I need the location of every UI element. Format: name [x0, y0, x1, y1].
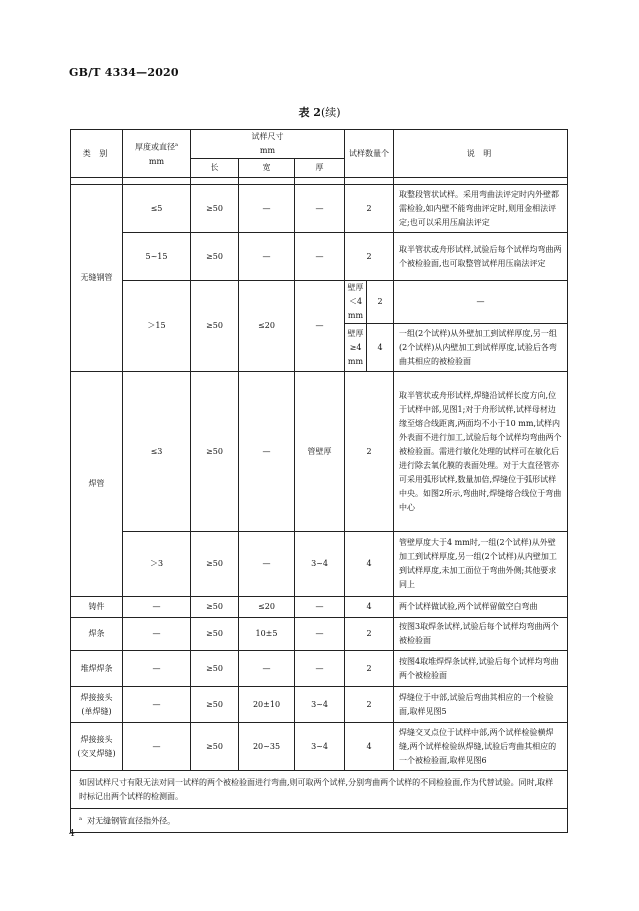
casting-thickness: — — [123, 597, 191, 618]
joint-single-label-line1: 焊接接头 — [80, 692, 113, 702]
header-size-label: 试样尺寸 — [251, 132, 284, 141]
overlay-count: 2 — [345, 651, 394, 687]
header-size — [191, 130, 345, 159]
seamless-r3-width: ≤20 — [239, 281, 295, 372]
table-caption — [0, 104, 639, 120]
casting-label: 铸件 — [71, 597, 123, 618]
joint-cross-width: 20~35 — [239, 723, 295, 771]
welded-label: 焊管 — [71, 372, 123, 597]
seamless-r2-length: ≥50 — [191, 233, 239, 281]
seamless-r2-thick: — — [295, 233, 345, 281]
seamless-r3-thickness: ＞15 — [123, 281, 191, 372]
welded-r1-thickness: ≤3 — [123, 372, 191, 532]
table-row — [71, 687, 568, 723]
joint-single-label — [71, 687, 123, 723]
welded-r1-count: 2 — [345, 372, 394, 532]
seamless-r2-width: — — [239, 233, 295, 281]
overlay-thick: — — [295, 651, 345, 687]
table-row — [71, 372, 568, 532]
electrode-count: 2 — [345, 618, 394, 651]
overlay-width: — — [239, 651, 295, 687]
welded-r2-count: 4 — [345, 532, 394, 597]
table-row — [71, 597, 568, 618]
overlay-note: 按图4取堆焊焊条试样,试验后每个试样均弯曲两个被检验面 — [394, 651, 568, 687]
spacer-cell — [394, 178, 568, 185]
header-thickness-unit: mm — [148, 156, 165, 166]
table-row — [71, 771, 568, 809]
joint-cross-thick: 3~4 — [295, 723, 345, 771]
header-thickness-footnote-mark: a — [175, 142, 178, 149]
spacer-row — [71, 178, 568, 185]
standard-number: GB/T 4334—2020 — [69, 66, 179, 79]
welded-r1-width: — — [239, 372, 295, 532]
seamless-r1-width: — — [239, 185, 295, 233]
overlay-label: 堆焊焊条 — [71, 651, 123, 687]
seamless-r3-sub1-count: 2 — [367, 281, 394, 324]
header-thickness-label: 厚度或直径 — [135, 142, 175, 152]
welded-r1-thick: 管壁厚 — [295, 372, 345, 532]
table-row — [71, 233, 568, 281]
seamless-r3-sub1-note: — — [394, 281, 568, 324]
table-caption-title: 表 2 — [298, 106, 321, 119]
seamless-r3-sub1-label: 壁厚＜4 mm — [345, 281, 367, 324]
seamless-r2-thickness: 5~15 — [123, 233, 191, 281]
footnote — [71, 809, 568, 833]
spacer-cell — [71, 178, 123, 185]
footnote-mark: a — [79, 816, 82, 822]
spacer-cell — [295, 178, 345, 185]
spacer-cell — [239, 178, 295, 185]
table-row — [71, 809, 568, 833]
electrode-label: 焊条 — [71, 618, 123, 651]
casting-length: ≥50 — [191, 597, 239, 618]
casting-note: 两个试样做试验,两个试样留做空白弯曲 — [394, 597, 568, 618]
seamless-r1-note: 取整段管状试样。采用弯曲法评定时内外壁都需检验,如内壁不能弯曲评定时,则用金相法评定;也可以采用压扁法评定 — [394, 185, 568, 233]
seamless-r3-sub2-count: 4 — [367, 324, 394, 372]
table-row — [71, 185, 568, 233]
electrode-thickness: — — [123, 618, 191, 651]
welded-r2-width: — — [239, 532, 295, 597]
seamless-r1-thickness: ≤5 — [123, 185, 191, 233]
electrode-width: 10±5 — [239, 618, 295, 651]
header-category: 类 别 — [71, 130, 123, 178]
welded-r1-note: 取半管状或舟形试样,焊缝沿试样长度方向,位于试样中部,见图1;对于舟形试样,试样母材边缘至熔合线距离,两面均不小于10 mm,试样内外表面不进行加工,试验后每个试样均弯曲两个被检验面。需进行敏化处理的试样可在敏化后进行除去氧化膜的表面处理。对于大直径管亦可采用弧形试样,数量加倍,焊缝位于弧形试样中央。如图2所示,弯曲时,焊缝熔合线位于弯曲中心 — [394, 372, 568, 532]
casting-width: ≤20 — [239, 597, 295, 618]
table-row — [71, 651, 568, 687]
bottom-note: 如因试样尺寸有限无法对同一试样的两个被检验面进行弯曲,则可取两个试样,分别弯曲两个试样的不同检验面,作为代替试验。同时,取样时标记出两个试样的检测面。 — [71, 771, 568, 809]
specimen-table — [70, 129, 568, 833]
header-width: 宽 — [239, 159, 295, 178]
header-thick: 厚 — [295, 159, 345, 178]
table-row — [71, 618, 568, 651]
spacer-cell — [191, 178, 239, 185]
header-thickness — [123, 130, 191, 178]
seamless-r1-length: ≥50 — [191, 185, 239, 233]
header-size-unit: mm — [259, 146, 276, 155]
joint-single-width: 20±10 — [239, 687, 295, 723]
joint-single-count: 2 — [345, 687, 394, 723]
table-row — [71, 532, 568, 597]
seamless-r3-length: ≥50 — [191, 281, 239, 372]
seamless-r2-count: 2 — [345, 233, 394, 281]
overlay-length: ≥50 — [191, 651, 239, 687]
joint-cross-count: 4 — [345, 723, 394, 771]
header-note: 说 明 — [394, 130, 568, 178]
joint-single-length: ≥50 — [191, 687, 239, 723]
joint-cross-length: ≥50 — [191, 723, 239, 771]
welded-r2-thickness: ＞3 — [123, 532, 191, 597]
electrode-length: ≥50 — [191, 618, 239, 651]
welded-r2-thick: 3~4 — [295, 532, 345, 597]
joint-cross-label-line2: (交叉焊缝) — [77, 748, 116, 758]
seamless-label: 无缝钢管 — [71, 185, 123, 372]
joint-single-label-line2: (单焊缝) — [81, 706, 112, 716]
casting-count: 4 — [345, 597, 394, 618]
seamless-r1-count: 2 — [345, 185, 394, 233]
footnote-text: 对无缝钢管直径指外径。 — [87, 816, 176, 826]
welded-r2-length: ≥50 — [191, 532, 239, 597]
overlay-thickness: — — [123, 651, 191, 687]
casting-thick: — — [295, 597, 345, 618]
spacer-cell — [345, 178, 394, 185]
seamless-r3-sub2-label: 壁厚≥4 mm — [345, 324, 367, 372]
welded-r1-length: ≥50 — [191, 372, 239, 532]
page-number: 4 — [69, 829, 75, 839]
joint-cross-note: 焊缝交叉点位于试样中部,两个试样检验横焊缝,两个试样检验纵焊缝,试验后弯曲其相应的一个被检验面,取样见图6 — [394, 723, 568, 771]
seamless-r2-note: 取半管状或舟形试样,试验后每个试样均弯曲两个被检验面,也可取整管试样用压扁法评定 — [394, 233, 568, 281]
joint-cross-thickness: — — [123, 723, 191, 771]
table-row — [71, 281, 568, 324]
seamless-r1-thick: — — [295, 185, 345, 233]
seamless-r3-thick: — — [295, 281, 345, 372]
spacer-cell — [123, 178, 191, 185]
seamless-r3-sub2-note: 一组(2个试样)从外壁加工到试样厚度,另一组(2个试样)从内壁加工到试样厚度,试验后各弯曲其相应的被检验面 — [394, 324, 568, 372]
table-caption-cont: (续) — [320, 106, 341, 119]
joint-single-thick: 3~4 — [295, 687, 345, 723]
table-row — [71, 723, 568, 771]
electrode-note: 按图3取焊条试样,试验后每个试样均弯曲两个被检验面 — [394, 618, 568, 651]
header-count: 试样数量个 — [345, 130, 394, 178]
joint-single-note: 焊缝位于中部,试验后弯曲其相应的一个检验面,取样见图5 — [394, 687, 568, 723]
welded-r2-note: 管壁厚度大于4 mm时,一组(2个试样)从外壁加工到试样厚度,另一组(2个试样)从内壁加工到试样厚度,未加工面位于弯曲外侧;其他要求同上 — [394, 532, 568, 597]
joint-cross-label — [71, 723, 123, 771]
joint-cross-label-line1: 焊接接头 — [80, 734, 113, 744]
header-length: 长 — [191, 159, 239, 178]
header-row-1 — [71, 130, 568, 159]
joint-single-thickness: — — [123, 687, 191, 723]
electrode-thick: — — [295, 618, 345, 651]
